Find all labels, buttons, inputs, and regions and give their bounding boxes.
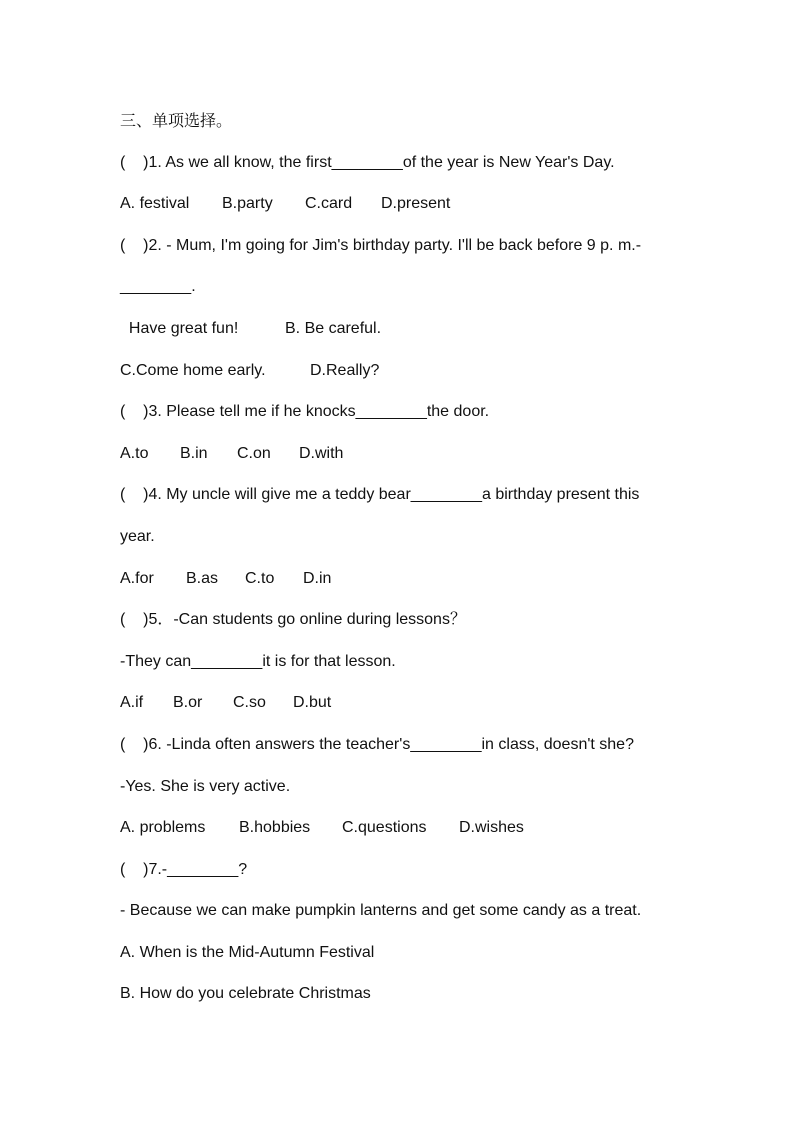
option-b: B.party	[222, 195, 273, 213]
question-section	[120, 100, 690, 1015]
question-6-stem: ( )6. -Linda often answers the teacher's________in class, doesn't she?	[120, 735, 634, 753]
question-7-stem: ( )7.-________?	[120, 860, 248, 878]
option-d: D.Really?	[310, 361, 380, 379]
option-c: C.so	[233, 694, 266, 712]
option-b: B.hobbies	[239, 819, 311, 837]
option-a: A. problems	[120, 819, 206, 837]
question-3-options	[120, 433, 690, 475]
section-title: 三、单项选择。	[120, 111, 233, 130]
option-a: A.to	[120, 444, 149, 462]
option-d: D.but	[293, 694, 332, 712]
option-d: D.in	[303, 569, 332, 587]
option-b: B.in	[180, 444, 208, 462]
question-4-stem: ( )4. My uncle will give me a teddy bear________a birthday present this	[120, 486, 640, 504]
question-7-option-a: A. When is the Mid-Autumn Festival	[120, 943, 375, 961]
question-1-stem: ( )1. As we all know, the first________of the year is New Year's Day.	[120, 153, 615, 171]
option-a: Have great fun!	[120, 319, 239, 337]
option-c: C.questions	[342, 819, 427, 837]
question-4-stem-continued: year.	[120, 527, 155, 545]
question-1-options	[120, 183, 690, 225]
option-c: C.to	[245, 569, 275, 587]
question-2-options-row-2	[120, 350, 690, 392]
question-4-options	[120, 558, 690, 600]
option-a: A.if	[120, 694, 144, 712]
option-d: D.wishes	[459, 819, 524, 837]
question-7-option-b: B. How do you celebrate Christmas	[120, 985, 371, 1003]
question-3-stem: ( )3. Please tell me if he knocks________the door.	[120, 403, 490, 421]
option-d: D.present	[381, 195, 451, 213]
option-c: C.Come home early.	[120, 361, 266, 379]
question-5-stem: ( )5．-Can students go online during lessons？	[120, 611, 466, 629]
question-6-stem-continued: -Yes. She is very active.	[120, 777, 291, 795]
question-6-options	[120, 807, 690, 849]
question-5-options	[120, 682, 690, 724]
question-7-stem-continued: - Because we can make pumpkin lanterns and get some candy as a treat.	[120, 902, 642, 920]
option-b: B.or	[173, 694, 203, 712]
question-2-options-row-1	[120, 308, 690, 350]
option-a: A.for	[120, 569, 154, 587]
option-b: B.as	[186, 569, 219, 587]
option-b: B. Be careful.	[285, 319, 382, 337]
question-2-stem-continued: ________.	[120, 278, 196, 296]
option-a: A. festival	[120, 195, 190, 213]
question-2-stem: ( )2. - Mum, I'm going for Jim's birthday party. I'll be back before 9 p. m.-	[120, 236, 642, 254]
option-c: C.card	[305, 195, 353, 213]
question-5-stem-continued: -They can________it is for that lesson.	[120, 652, 396, 670]
option-d: D.with	[299, 444, 344, 462]
option-c: C.on	[237, 444, 271, 462]
